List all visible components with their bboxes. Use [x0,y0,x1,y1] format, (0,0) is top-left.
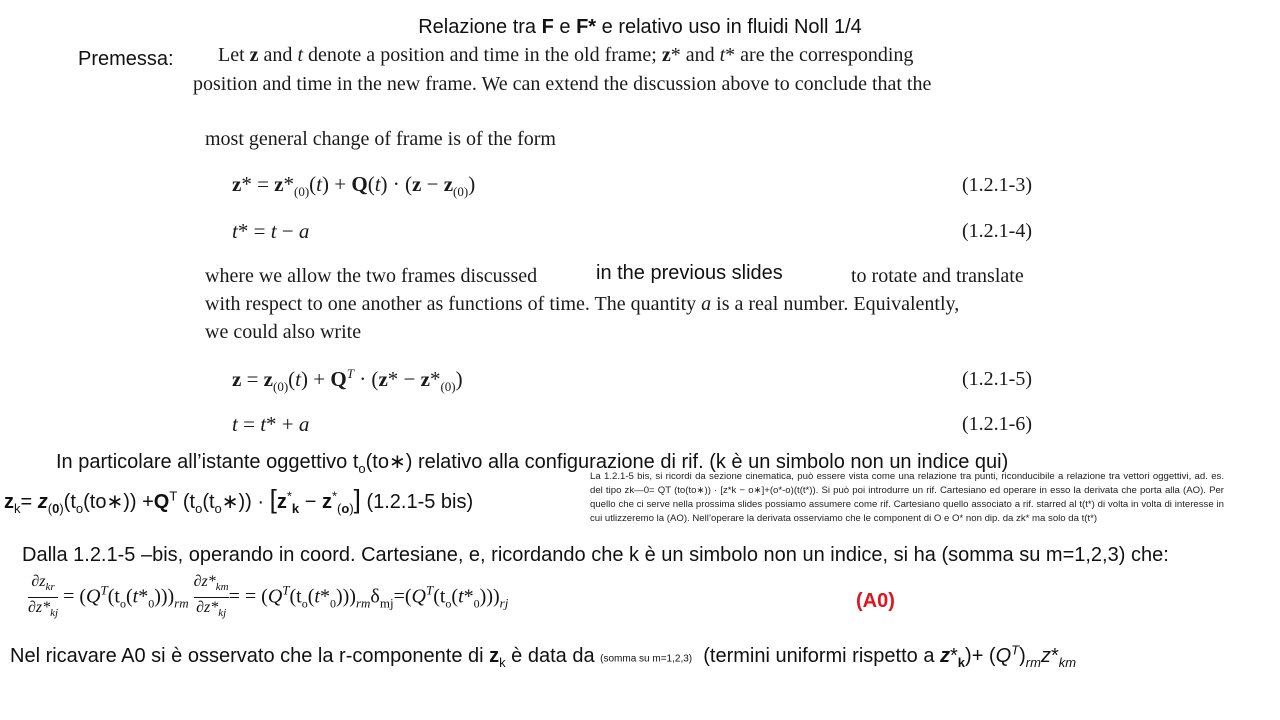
equation-number-4: (1.2.1-6) [962,413,1032,435]
book-line-6: we could also write [205,321,362,343]
paragraph-nel-ricavare [10,642,1076,670]
book-line-3: most general change of frame is of the form [205,128,556,150]
sum-note: (somma su m=1,2,3) [600,653,693,665]
book-line-4b: to rotate and translate [851,265,1024,287]
book-line-2: position and time in the new frame. We can extend the discussion above to conclude that the [193,73,932,95]
paragraph-dalla: Dalla 1.2.1-5 –bis, operando in coord. Cartesiane, e, ricordando che k è un simbolo non un indice, si ha (somma su m=1,2,3) che: [22,544,1169,566]
paragraph-nel-text: Nel ricavare A0 si è osservato che la r-componente di $z_k$ è data da [10,644,595,670]
equation-1-2-1-6: t = t* + a [232,412,310,436]
premessa-label: Premessa: [78,48,174,70]
equation-number-3: (1.2.1-5) [962,368,1032,390]
book-line-5: with respect to one another as functions of time. The quantity a is a real number. Equivalently, [205,293,960,315]
paragraph-nel-tail: (termini uniformi rispetto a $z*_k)+ (Q^T)_{rm}z*_{km}$ [697,642,1077,670]
equation-number-1: (1.2.1-3) [962,174,1032,196]
inserted-text: in the previous slides [590,262,789,285]
equation-1-2-1-3: $z* = z*_{(0)}(t) + Q(t) \cdot (z - z_{(0)})$ [232,172,476,200]
equation-1-2-1-5: $z = z_{(0)}(t) + Q^T \cdot (z* - z*_{(0)})$ [232,366,463,395]
equation-1-2-1-5-bis: $z_k=$ $z_{(0)}(t_o(to∗)) +Q^T$ $(t_o(t_o∗)) \cdot [z^*_k - z^*_{(o)}]$ (1.2.1-5 bis) [4,484,474,516]
equation-1-2-1-4: t* = t − a [232,219,310,243]
side-note: La 1.2.1-5 bis, si ricordi da sezione cinematica, può essere vista come una relazione tra punti, riconducibile a relazione tra vettori oggettivi, ad. es. del tipo zk—0= QT (to(to∗)) · [z*k − o∗]+(o*-o)(t(t*)). Si può poi introdurre un rif. Cartesiano ed operare in esso la derivata che porta alla (AO). Per quello che ci serve nella prossima slides possiamo assumere come rif. Cartesiano quello associato a rif. starred al t(t*) di volta in volta di interesse in cui utlizzeremo la (AO). Nell’operare la derivata osserviamo che le component di O e O* non dip. da zk* ma solo da t(t*) [590,471,1224,524]
a0-label: (A0) [856,590,895,612]
equation-number-2: (1.2.1-4) [962,220,1032,242]
book-line-4a: where we allow the two frames discussed [205,265,538,287]
slide-title: Relazione tra F e F* e relativo uso in fluidi Noll 1/4 [418,16,862,38]
derivative-equation: $\frac{\partial z_{kr}}{\partial z*_{kj}}$ = $(Q^T(t_o(t*_0)))_{rm}$ $\frac{\partial z*_{km}}{\partial z*_{kj}}$ = = $(Q^T(t_o(t*_0)))_{rm}\delta_{mj}=(Q^T(t_o(t*_0)))_{rj}$ [28,573,509,620]
book-line-1: Let z and t denote a position and time in the old frame; z* and t* are the corresponding [218,44,914,66]
paragraph-istante: In particolare all’istante oggettivo $t_o(to∗)$ relativo alla configurazione di rif. (k è un simbolo non un indice qui) [56,451,1009,476]
